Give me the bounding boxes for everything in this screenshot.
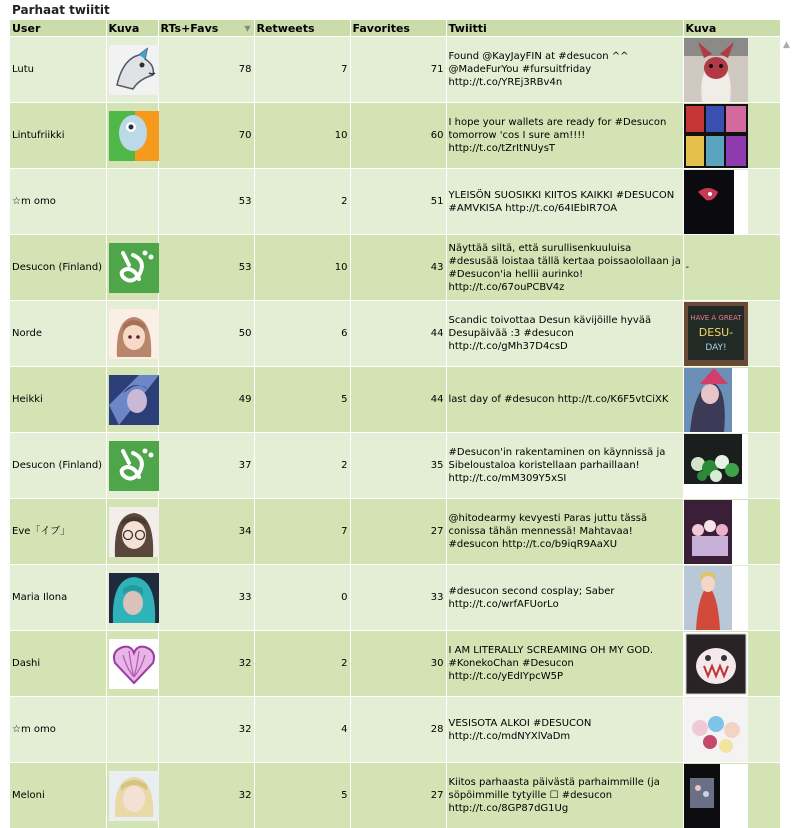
user-text: Lintufriikki [12,130,65,141]
tweet-text[interactable]: Kiitos parhaasta päivästä parhaimmille (ja söpöimmille tytyille ☐ #desucon http://t.co/8GP87dG1Ug [448,777,660,814]
tweet-cell [446,301,683,367]
total-text: 33 [238,592,252,603]
user-text: ☆m omo [12,196,56,207]
user-text: Lutu [12,64,34,75]
user-avatar[interactable] [109,45,157,95]
column-header-total-label: RTs+Favs [160,21,219,35]
tweet-text[interactable]: I hope your wallets are ready for #Desucon tomorrow 'cos I sure am!!!! http://t.co/tZrItNUysT [448,117,667,154]
user-text: Desucon (Finland) [12,460,103,471]
tweet-cell [446,631,683,697]
user-cell [10,433,106,499]
avatar-cell [106,169,158,235]
tweet-text[interactable]: YLEISÖN SUOSIKKI KIITOS KAIKKI #DESUCON #AMVKISA http://t.co/64IEbIR7OA [448,189,675,214]
column-header-user[interactable]: User [10,20,106,37]
tweet-cell [446,103,683,169]
avatar-cell [106,631,158,697]
avatar-cell [106,367,158,433]
user-text: Eve「イブ」 [12,526,71,537]
total-text: 49 [238,394,252,405]
column-header-favorites[interactable]: Favorites [350,20,446,37]
table-row[interactable] [10,631,780,697]
tweet-photo-thumbnail[interactable] [686,302,779,366]
retweets-cell [254,763,350,828]
favorites-text: 30 [430,658,444,669]
favorites-cell [350,631,446,697]
tweet-cell [446,235,683,301]
favorites-text: 60 [430,130,444,141]
tweet-cell [446,565,683,631]
table-row[interactable] [10,763,780,828]
total-text: 37 [238,460,252,471]
svg-text:HAVE A GREAT: HAVE A GREAT [689,313,742,322]
column-header-total[interactable] [158,20,254,37]
table-row[interactable] [10,433,780,499]
table-row[interactable] [10,367,780,433]
avatar-cell [106,433,158,499]
photo-cell [683,103,780,169]
retweets-cell [254,433,350,499]
column-header-retweets[interactable]: Retweets [254,20,350,37]
favorites-cell [350,301,446,367]
user-text: Desucon (Finland) [12,262,103,273]
retweets-text: 2 [341,460,348,471]
total-text: 78 [238,64,252,75]
total-cell [158,103,254,169]
favorites-text: 27 [430,790,444,801]
user-avatar[interactable] [109,639,157,689]
svg-text:DAY!: DAY! [704,342,727,353]
scroll-up-icon[interactable]: ▲ [783,40,790,50]
svg-text:DESU-: DESU- [698,325,733,339]
user-avatar[interactable] [109,111,157,161]
tweet-photo-thumbnail[interactable] [686,170,779,234]
retweets-text: 6 [341,328,348,339]
retweets-cell [254,301,350,367]
photo-cell [683,169,780,235]
photo-cell [683,367,780,433]
avatar-cell [106,301,158,367]
retweets-cell [254,631,350,697]
user-text: Meloni [12,790,45,801]
total-cell [158,37,254,103]
tweet-photo-thumbnail[interactable] [686,764,779,828]
tweet-cell [446,367,683,433]
table-row[interactable] [10,103,780,169]
tweet-text[interactable]: Scandic toivottaa Desun kävijöille hyvää Desupäivää :3 #desucon http://t.co/gMh37D4csD [448,315,652,352]
photo-cell [683,631,780,697]
photo-cell [683,433,780,499]
tweet-photo-thumbnail[interactable] [686,698,779,762]
favorites-text: 44 [430,394,444,405]
favorites-cell [350,37,446,103]
user-avatar[interactable] [109,771,157,821]
table-row[interactable] [10,697,780,763]
user-cell [10,499,106,565]
total-cell [158,631,254,697]
sort-desc-icon: ▼ [244,24,251,33]
favorites-text: 33 [430,592,444,603]
total-text: 50 [238,328,252,339]
user-cell [10,631,106,697]
retweets-text: 4 [341,724,348,735]
tweet-text[interactable]: Näyttää siltä, että surullisenkuuluisa #desusää loistaa tällä kertaa poissaolollaan ja #Desucon'ia hellii aurinko! http://t.co/67ouPCBV4z [448,242,681,293]
total-cell [158,367,254,433]
total-cell [158,301,254,367]
page-title: Parhaat twiitit [12,3,110,17]
retweets-cell [254,37,350,103]
tweet-text[interactable]: VESISOTA ALKOI #DESUCON http://t.co/mdNYXlVaDm [448,717,592,742]
total-text: 32 [238,724,252,735]
favorites-text: 71 [430,64,444,75]
user-avatar[interactable] [109,309,157,359]
table-row[interactable] [10,565,780,631]
retweets-text: 2 [341,658,348,669]
tweet-photo-thumbnail[interactable] [686,434,779,498]
retweets-text: 10 [334,130,348,141]
vertical-scrollbar[interactable] [780,20,797,828]
avatar-cell [106,37,158,103]
total-text: 32 [238,790,252,801]
user-avatar[interactable] [109,441,157,491]
user-cell [10,697,106,763]
retweets-text: 7 [341,526,348,537]
user-avatar[interactable] [109,573,157,623]
column-header-avatar[interactable]: Kuva [106,20,158,37]
total-cell [158,433,254,499]
total-cell [158,763,254,828]
retweets-text: 2 [341,196,348,207]
avatar-cell [106,103,158,169]
user-cell [10,565,106,631]
table-row[interactable] [10,301,780,367]
favorites-cell [350,433,446,499]
tweet-cell [446,763,683,828]
total-cell [158,697,254,763]
user-cell [10,169,106,235]
total-text: 53 [238,196,252,207]
photo-cell [683,301,780,367]
tweet-photo-thumbnail[interactable] [686,104,779,168]
retweets-cell [254,169,350,235]
favorites-text: 43 [430,262,444,273]
user-text: ☆m omo [12,724,56,735]
user-cell [10,763,106,828]
user-text: Norde [12,328,43,339]
tweet-cell [446,499,683,565]
favorites-cell [350,235,446,301]
total-text: 32 [238,658,252,669]
tweet-photo-thumbnail[interactable] [686,368,779,432]
photo-cell [683,763,780,828]
no-photo-text: - [685,262,690,273]
avatar-cell [106,763,158,828]
user-avatar[interactable] [109,375,157,425]
tweet-text[interactable]: #Desucon'in rakentaminen on käynnissä ja Sibeloustaloa koristellaan parhaillaan! http://t.co/mM309Y5xSI [448,447,666,484]
total-cell [158,169,254,235]
retweets-cell [254,565,350,631]
favorites-text: 35 [430,460,444,471]
favorites-cell [350,367,446,433]
total-text: 53 [238,262,252,273]
favorites-cell [350,169,446,235]
user-text: Maria Ilona [12,592,68,603]
tweet-cell [446,37,683,103]
tweet-text[interactable]: Found @KayJayFIN at #desucon ^^ @MadeFurYou #fursuitfriday http://t.co/YREj3RBv4n [448,51,629,88]
total-text: 70 [238,130,252,141]
user-cell [10,301,106,367]
table-row[interactable] [10,235,780,301]
user-text: Heikki [12,394,43,405]
favorites-text: 28 [430,724,444,735]
retweets-text: 10 [334,262,348,273]
total-cell [158,235,254,301]
tweet-photo-thumbnail[interactable] [686,632,779,696]
retweets-text: 5 [341,394,348,405]
avatar-cell [106,499,158,565]
total-cell [158,499,254,565]
photo-cell [683,565,780,631]
table-row[interactable] [10,37,780,103]
table-header-row [10,20,780,37]
favorites-cell [350,499,446,565]
tweet-cell [446,697,683,763]
column-header-photo[interactable]: Kuva [683,20,780,37]
retweets-cell [254,697,350,763]
retweets-cell [254,499,350,565]
tweets-table-container [10,20,797,828]
tweet-text[interactable]: @hitodearmy kevyesti Paras juttu tässä conissa tähän mennessä! Mahtavaa! #desucon http://t.co/b9iqR9AaXU [448,513,648,550]
user-avatar[interactable] [109,243,157,293]
favorites-cell [350,763,446,828]
tweet-photo-thumbnail[interactable] [686,38,779,102]
avatar-cell [106,235,158,301]
user-cell [10,235,106,301]
tweet-cell [446,169,683,235]
column-header-tweet[interactable]: Twiitti [446,20,683,37]
retweets-cell [254,235,350,301]
tweet-cell [446,433,683,499]
user-cell [10,103,106,169]
total-cell [158,565,254,631]
favorites-text: 27 [430,526,444,537]
retweets-cell [254,103,350,169]
photo-cell [683,499,780,565]
favorites-cell [350,565,446,631]
user-cell [10,37,106,103]
total-text: 34 [238,526,252,537]
retweets-cell [254,367,350,433]
tweet-text[interactable]: last day of #desucon http://t.co/K6F5vtCiXK [448,394,669,405]
photo-cell [683,37,780,103]
photo-cell [683,235,780,301]
retweets-text: 7 [341,64,348,75]
user-cell [10,367,106,433]
table-row[interactable] [10,169,780,235]
favorites-cell [350,697,446,763]
avatar-cell [106,565,158,631]
photo-cell [683,697,780,763]
retweets-text: 0 [341,592,348,603]
favorites-cell [350,103,446,169]
favorites-text: 51 [430,196,444,207]
tweet-text[interactable]: I AM LITERALLY SCREAMING OH MY GOD. #KonekoChan #Desucon http://t.co/yEdIYpcW5P [448,645,654,682]
table-row[interactable] [10,499,780,565]
tweets-table [10,20,781,828]
user-avatar[interactable] [109,507,157,557]
favorites-text: 44 [430,328,444,339]
avatar-cell [106,697,158,763]
tweet-text[interactable]: #desucon second cosplay; Saber http://t.co/wrfAFUorLo [448,585,615,610]
retweets-text: 5 [341,790,348,801]
tweet-photo-thumbnail[interactable] [686,500,779,564]
tweet-photo-thumbnail[interactable] [686,566,779,630]
user-text: Dashi [12,658,41,669]
